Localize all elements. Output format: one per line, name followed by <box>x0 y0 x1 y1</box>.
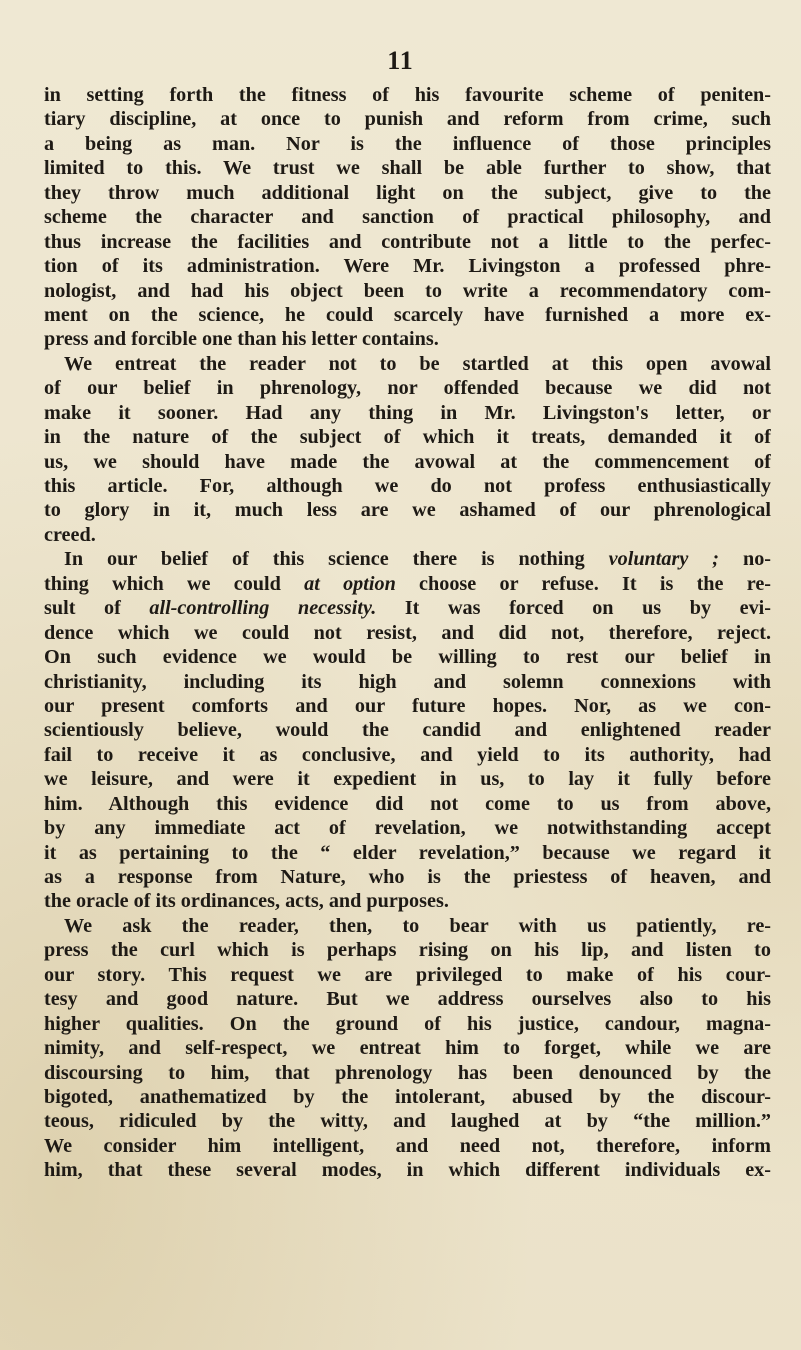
text-line: On such evidence we would be willing to rest our belief in <box>44 646 771 669</box>
text-line: tiary discipline, at once to punish and reform from crime, such <box>44 108 771 131</box>
text-line: limited to this. We trust we shall be able further to show, that <box>44 157 771 180</box>
text-line-segment: sult of <box>44 597 150 620</box>
text-line: of our belief in phrenology, nor offended because we did not <box>44 377 771 400</box>
text-line: We ask the reader, then, to bear with us patiently, re- <box>64 914 771 937</box>
text-line: this article. For, although we do not profess enthusiastically <box>44 475 771 497</box>
text-line: the oracle of its ordinances, acts, and purposes. <box>44 890 449 913</box>
text-line-segment: thing which we could <box>44 572 305 595</box>
text-line: in setting forth the fitness of his favourite scheme of peniten- <box>44 84 771 106</box>
text-line: they throw much additional light on the subject, give to the <box>44 181 771 204</box>
text-line: in the nature of the subject of which it treats, demanded it of <box>44 426 771 449</box>
text-line: christianity, including its high and solemn connexions with <box>44 670 771 693</box>
text-line: nimity, and self-respect, we entreat him to forget, while we are <box>44 1037 771 1060</box>
text-line: press and forcible one than his letter contains. <box>44 328 439 351</box>
page-number: 11 <box>387 46 414 75</box>
text-line <box>44 572 771 596</box>
text-line: us, we should have made the avowal at the commencement of <box>44 450 771 473</box>
text-line: a being as man. Nor is the influence of those principles <box>44 132 771 155</box>
text-line-segment: In our belief of this science there is nothing <box>64 548 609 571</box>
text-line: nologist, and had his object been to write a recommendatory com- <box>44 279 771 302</box>
text-line: our story. This request we are privileged to make of his cour- <box>44 963 771 986</box>
text-line: teous, ridiculed by the witty, and laughed at by “the million.” <box>44 1110 771 1133</box>
text-line: dence which we could not resist, and did not, therefore, reject. <box>44 621 771 644</box>
text-line: our present comforts and our future hopes. Nor, as we con- <box>44 694 771 717</box>
body-text <box>44 83 771 1183</box>
italic-phrase: all-controlling necessity. <box>149 597 377 620</box>
text-line: we leisure, and were it expedient in us, to lay it fully before <box>44 768 771 791</box>
text-line: higher qualities. On the ground of his justice, candour, magna- <box>44 1012 771 1035</box>
text-line <box>44 596 771 620</box>
text-line: We entreat the reader not to be startled at this open avowal <box>64 352 771 375</box>
text-line: as a response from Nature, who is the priestess of heaven, and <box>44 866 771 888</box>
text-line: make it sooner. Had any thing in Mr. Livingston's letter, or <box>44 401 771 424</box>
text-line: creed. <box>44 523 96 546</box>
text-line-segment: choose or refuse. It is the re- <box>395 572 771 595</box>
text-line: tesy and good nature. But we address ourselves also to his <box>44 988 771 1011</box>
text-line: We consider him intelligent, and need not, therefore, inform <box>44 1134 771 1157</box>
text-line: by any immediate act of revelation, we notwithstanding accept <box>44 817 771 840</box>
italic-phrase: voluntary ; <box>608 548 719 571</box>
text-line: him, that these several modes, in which different individuals ex- <box>44 1159 771 1182</box>
text-line: him. Although this evidence did not come to us from above, <box>44 792 771 815</box>
text-line: it as pertaining to the “ elder revelation,” because we regard it <box>44 841 771 864</box>
italic-phrase: at option <box>304 572 396 595</box>
text-line: discoursing to him, that phrenology has been denounced by the <box>44 1061 771 1084</box>
text-line-segment: It was forced on us by evi- <box>376 597 771 620</box>
text-line: ment on the science, he could scarcely have furnished a more ex- <box>44 303 771 326</box>
text-line: to glory in it, much less are we ashamed of our phrenological <box>44 499 771 522</box>
text-line: bigoted, anathematized by the intolerant, abused by the discour- <box>44 1085 771 1108</box>
text-line: thus increase the facilities and contribute not a little to the perfec- <box>44 230 771 253</box>
text-line <box>44 547 771 571</box>
text-line: scientiously believe, would the candid and enlightened reader <box>44 719 771 742</box>
text-line: tion of its administration. Were Mr. Livingston a professed phre- <box>44 255 771 278</box>
text-line: scheme the character and sanction of practical philosophy, and <box>44 206 771 229</box>
text-line-segment: no- <box>719 548 771 571</box>
text-line: fail to receive it as conclusive, and yield to its authority, had <box>44 743 771 766</box>
text-line: press the curl which is perhaps rising on his lip, and listen to <box>44 939 771 962</box>
